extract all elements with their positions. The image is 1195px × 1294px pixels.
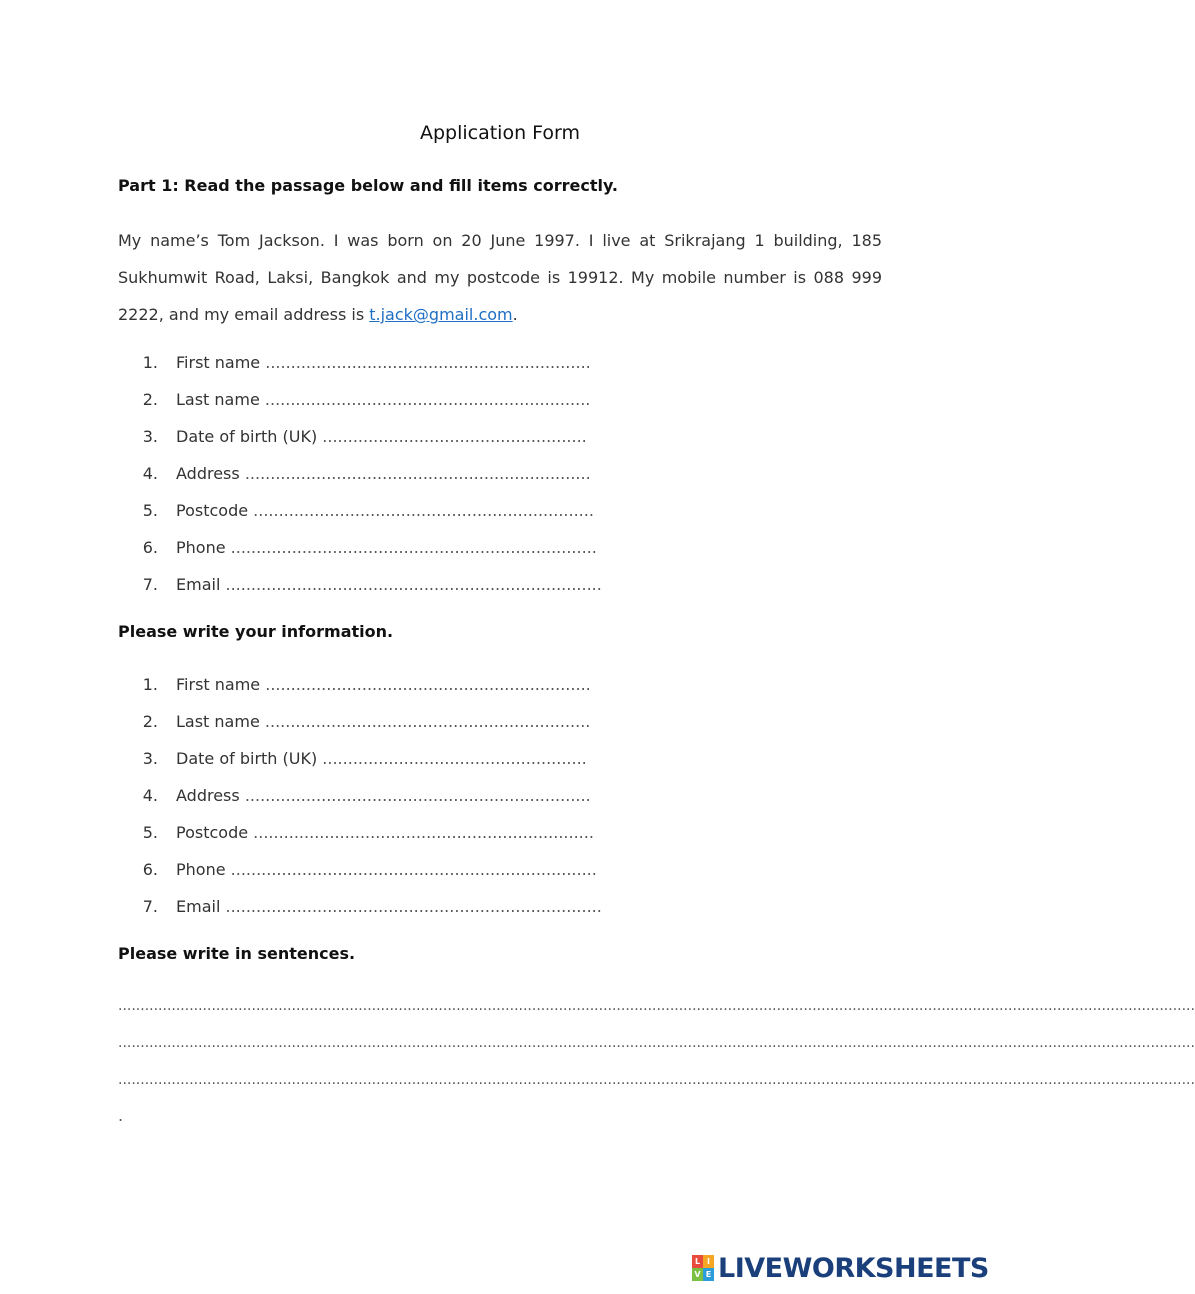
item-label: Email bbox=[176, 897, 221, 916]
answer-blank[interactable]: ................................................................ bbox=[264, 390, 591, 409]
item-label: Address bbox=[176, 786, 240, 805]
passage-end: . bbox=[512, 305, 518, 324]
logo-text: LIVEWORKSHEETS bbox=[718, 1252, 989, 1284]
part2-heading: Please write your information. bbox=[118, 622, 394, 641]
item-label: Last name bbox=[176, 390, 260, 409]
item-label: Postcode bbox=[176, 501, 249, 520]
item-number: 5. bbox=[142, 823, 158, 842]
logo-badge-letter: I bbox=[703, 1255, 714, 1268]
answer-blank[interactable]: .................................................................... bbox=[244, 464, 591, 483]
answer-blank[interactable]: .................................................................... bbox=[244, 786, 591, 805]
answer-blank[interactable]: ................................................................ bbox=[265, 675, 591, 694]
list-item bbox=[118, 666, 602, 703]
passage bbox=[118, 222, 882, 333]
list-item bbox=[118, 418, 602, 455]
item-label: Phone bbox=[176, 860, 226, 879]
item-number: 3. bbox=[142, 749, 158, 768]
item-label: Postcode bbox=[176, 823, 249, 842]
email-link[interactable]: t.jack@gmail.com bbox=[369, 305, 513, 324]
part1-heading: Part 1: Read the passage below and fill items correctly. bbox=[118, 176, 618, 195]
part2-items-list bbox=[118, 666, 602, 925]
item-label: Phone bbox=[176, 538, 226, 557]
answer-blank[interactable]: .......................................................................... bbox=[225, 575, 602, 594]
writing-line-1[interactable]: .................................................................................................................................................................................................................................................. bbox=[118, 998, 1195, 1014]
item-number: 7. bbox=[142, 897, 158, 916]
item-number: 1. bbox=[142, 675, 158, 694]
item-label: Address bbox=[176, 464, 240, 483]
item-label: Date of birth (UK) bbox=[176, 749, 318, 768]
item-number: 7. bbox=[142, 575, 158, 594]
item-number: 6. bbox=[142, 538, 158, 557]
item-label: First name bbox=[176, 675, 261, 694]
item-label: First name bbox=[176, 353, 261, 372]
writing-line-2[interactable]: .................................................................................................................................................................................................................................................. bbox=[118, 1035, 1195, 1051]
liveworksheets-logo bbox=[692, 1252, 989, 1284]
answer-blank[interactable]: .......................................................................... bbox=[225, 897, 602, 916]
list-item bbox=[118, 814, 602, 851]
item-number: 4. bbox=[142, 464, 158, 483]
part1-items-list bbox=[118, 344, 602, 603]
answer-blank[interactable]: .................................................... bbox=[322, 427, 587, 446]
item-label: Date of birth (UK) bbox=[176, 427, 318, 446]
answer-blank[interactable]: .................................................... bbox=[322, 749, 587, 768]
list-item bbox=[118, 888, 602, 925]
list-item bbox=[118, 492, 602, 529]
writing-line-3[interactable]: .................................................................................................................................................................................................................................................. bbox=[118, 1072, 1195, 1088]
list-item bbox=[118, 344, 602, 381]
answer-blank[interactable]: ................................................................ bbox=[264, 712, 591, 731]
item-label: Last name bbox=[176, 712, 260, 731]
list-item bbox=[118, 566, 602, 603]
list-item bbox=[118, 381, 602, 418]
answer-blank[interactable]: ................................................................... bbox=[253, 823, 594, 842]
item-number: 4. bbox=[142, 786, 158, 805]
item-label: Email bbox=[176, 575, 221, 594]
item-number: 6. bbox=[142, 860, 158, 879]
page-title: Application Form bbox=[419, 122, 581, 144]
passage-text: My name’s Tom Jackson. I was born on 20 June 1997. I live at Srikrajang 1 building, 185 Sukhumwit Road, Laksi, Bangkok and my postcode is 19912. My mobile number is 088 999 2222, and my email address is bbox=[118, 231, 882, 324]
list-item bbox=[118, 777, 602, 814]
logo-badge-icon bbox=[692, 1255, 714, 1281]
list-item bbox=[118, 740, 602, 777]
answer-blank[interactable]: ........................................................................ bbox=[230, 860, 597, 879]
list-item bbox=[118, 851, 602, 888]
list-item bbox=[118, 455, 602, 492]
logo-badge-letter: E bbox=[703, 1268, 714, 1281]
item-number: 2. bbox=[142, 390, 158, 409]
part3-heading: Please write in sentences. bbox=[118, 944, 356, 963]
item-number: 1. bbox=[142, 353, 158, 372]
logo-badge-letter: V bbox=[692, 1268, 703, 1281]
logo-badge-letter: L bbox=[692, 1255, 703, 1268]
answer-blank[interactable]: ................................................................... bbox=[253, 501, 594, 520]
trailing-period: . bbox=[118, 1106, 124, 1125]
list-item bbox=[118, 529, 602, 566]
item-number: 5. bbox=[142, 501, 158, 520]
item-number: 2. bbox=[142, 712, 158, 731]
item-number: 3. bbox=[142, 427, 158, 446]
answer-blank[interactable]: ................................................................ bbox=[265, 353, 591, 372]
list-item bbox=[118, 703, 602, 740]
answer-blank[interactable]: ........................................................................ bbox=[230, 538, 597, 557]
